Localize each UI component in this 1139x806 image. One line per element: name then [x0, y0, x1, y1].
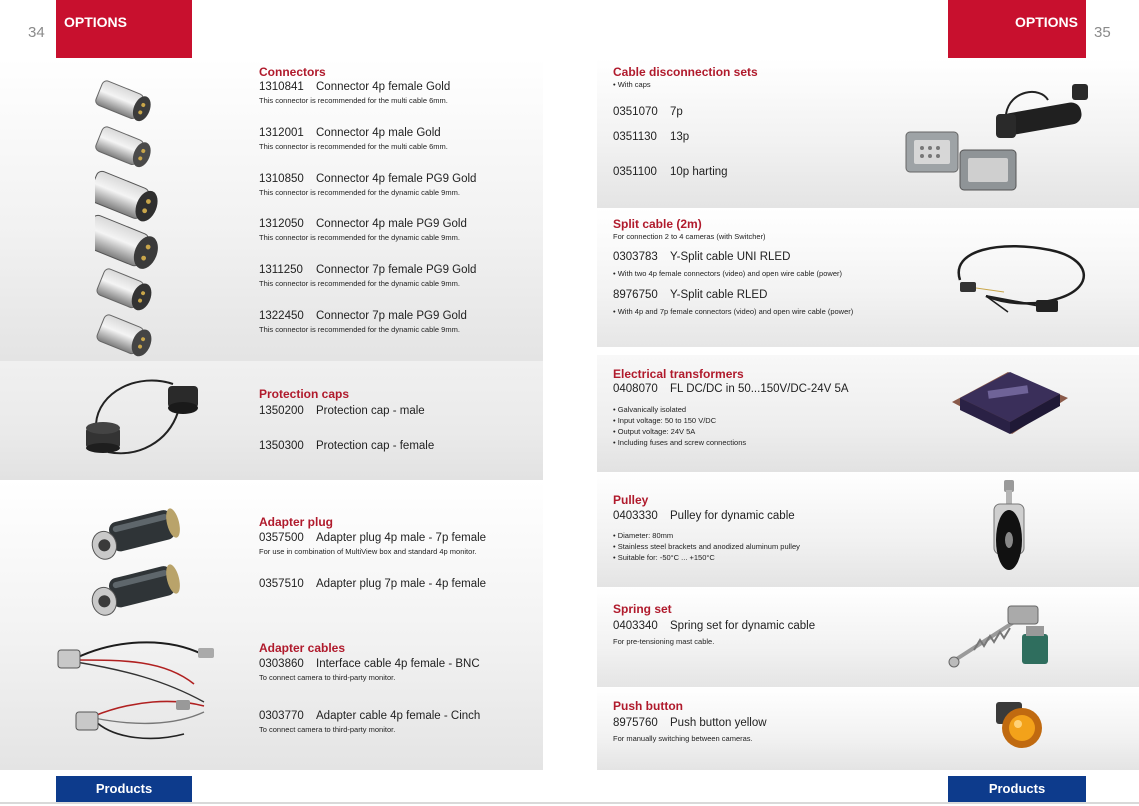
- pulley-bullet: • Diameter: 80mm: [613, 531, 674, 540]
- transformer-image: [948, 362, 1074, 448]
- connector-row: 1311250 Connector 7p female PG9 Gold: [259, 264, 477, 276]
- connector-note: This connector is recommended for the multi cable 6mm.: [259, 96, 448, 105]
- disconnection-set-row: 0351130 13p: [613, 131, 690, 143]
- disconnection-set-image: [900, 80, 1100, 198]
- pulley-bullet: • Suitable for: -50°C ... +150°C: [613, 553, 715, 562]
- adapter-plug-heading: Adapter plug: [259, 515, 333, 529]
- transformer-row: 0408070 FL DC/DC in 50...150V/DC-24V 5A: [613, 383, 849, 395]
- page-number-right: 35: [1094, 24, 1111, 41]
- connector-note: This connector is recommended for the dynamic cable 9mm.: [259, 188, 460, 197]
- protection-caps-heading: Protection caps: [259, 387, 350, 401]
- adapter-cables-heading: Adapter cables: [259, 641, 346, 655]
- adapter-cable-image: [54, 630, 224, 750]
- connector-row: 1310850 Connector 4p female PG9 Gold: [259, 173, 477, 185]
- adapter-cable-row: 0303770 Adapter cable 4p female - Cinch: [259, 710, 481, 722]
- connector-note: This connector is recommended for the dynamic cable 9mm.: [259, 233, 460, 242]
- pulley-bullet: • Stainless steel brackets and anodized aluminum pulley: [613, 542, 800, 551]
- products-footer-right[interactable]: Products: [948, 776, 1086, 804]
- push-button-heading: Push button: [613, 699, 683, 713]
- connector-row: 1312001 Connector 4p male Gold: [259, 127, 441, 139]
- products-footer-left[interactable]: Products: [56, 776, 192, 804]
- connectors-heading: Connectors: [259, 65, 326, 79]
- spring-set-note: For pre-tensioning mast cable.: [613, 637, 715, 646]
- connector-note: This connector is recommended for the dynamic cable 9mm.: [259, 279, 460, 288]
- transformer-bullet: • Input voltage: 50 to 150 V/DC: [613, 416, 717, 425]
- split-cable-image: [940, 240, 1100, 322]
- options-tab-right: OPTIONS: [948, 0, 1086, 58]
- connector-note: This connector is recommended for the multi cable 6mm.: [259, 142, 448, 151]
- connector-row: 1312050 Connector 4p male PG9 Gold: [259, 218, 467, 230]
- pulley-section: [597, 472, 1139, 587]
- protection-cap-image: [78, 372, 208, 462]
- split-cable-row: 0303783 Y-Split cable UNI RLED: [613, 251, 791, 263]
- transformers-heading: Electrical transformers: [613, 367, 744, 381]
- protection-cap-row: 1350200 Protection cap - male: [259, 405, 425, 417]
- transformer-bullet: • Galvanically isolated: [613, 405, 687, 414]
- connector-image: [95, 68, 195, 358]
- disconnection-set-row: 0351070 7p: [613, 106, 683, 118]
- push-button-row: 8975760 Push button yellow: [613, 717, 767, 729]
- spring-set-row: 0403340 Spring set for dynamic cable: [613, 620, 816, 632]
- push-button-note: For manually switching between cameras.: [613, 734, 753, 743]
- disconnection-set-row: 0351100 10p harting: [613, 166, 728, 178]
- bottom-border: [0, 802, 1139, 804]
- adapter-plug-row: 0357510 Adapter plug 7p male - 4p female: [259, 578, 487, 590]
- spring-set-heading: Spring set: [613, 602, 672, 616]
- pulley-heading: Pulley: [613, 493, 649, 507]
- adapter-plug-row: 0357500 Adapter plug 4p male - 7p female: [259, 532, 487, 544]
- push-button-image: [988, 696, 1048, 752]
- page-number-left: 34: [28, 24, 45, 41]
- split-cable-note: • With two 4p female connectors (video) and open wire cable (power): [613, 269, 842, 278]
- adapter-plug-image: [84, 502, 184, 620]
- adapter-plug-note: For use in combination of MultiView box and standard 4p monitor.: [259, 547, 477, 556]
- connector-note: This connector is recommended for the dynamic cable 9mm.: [259, 325, 460, 334]
- spring-set-image: [944, 598, 1064, 678]
- protection-cap-row: 1350300 Protection cap - female: [259, 440, 435, 452]
- split-cable-heading: Split cable (2m): [613, 217, 702, 231]
- split-cable-row: 8976750 Y-Split cable RLED: [613, 289, 768, 301]
- disconnection-sets-heading: Cable disconnection sets: [613, 65, 758, 79]
- split-cable-note: • With 4p and 7p female connectors (video) and open wire cable (power): [613, 307, 854, 316]
- disconnection-sets-subtitle: • With caps: [613, 80, 651, 89]
- adapter-cable-row: 0303860 Interface cable 4p female - BNC: [259, 658, 480, 670]
- adapter-cable-note: To connect camera to third-party monitor.: [259, 725, 396, 734]
- split-cable-subtitle: For connection 2 to 4 cameras (with Switcher): [613, 232, 766, 241]
- pulley-image: [984, 478, 1034, 578]
- connector-row: 1322450 Connector 7p male PG9 Gold: [259, 310, 467, 322]
- options-tab-left: OPTIONS: [56, 0, 192, 58]
- connector-row: 1310841 Connector 4p female Gold: [259, 81, 451, 93]
- pulley-row: 0403330 Pulley for dynamic cable: [613, 510, 795, 522]
- transformer-bullet: • Including fuses and screw connections: [613, 438, 747, 447]
- adapter-cable-note: To connect camera to third-party monitor.: [259, 673, 396, 682]
- transformer-bullet: • Output voltage: 24V 5A: [613, 427, 696, 436]
- page-gutter: [543, 0, 597, 806]
